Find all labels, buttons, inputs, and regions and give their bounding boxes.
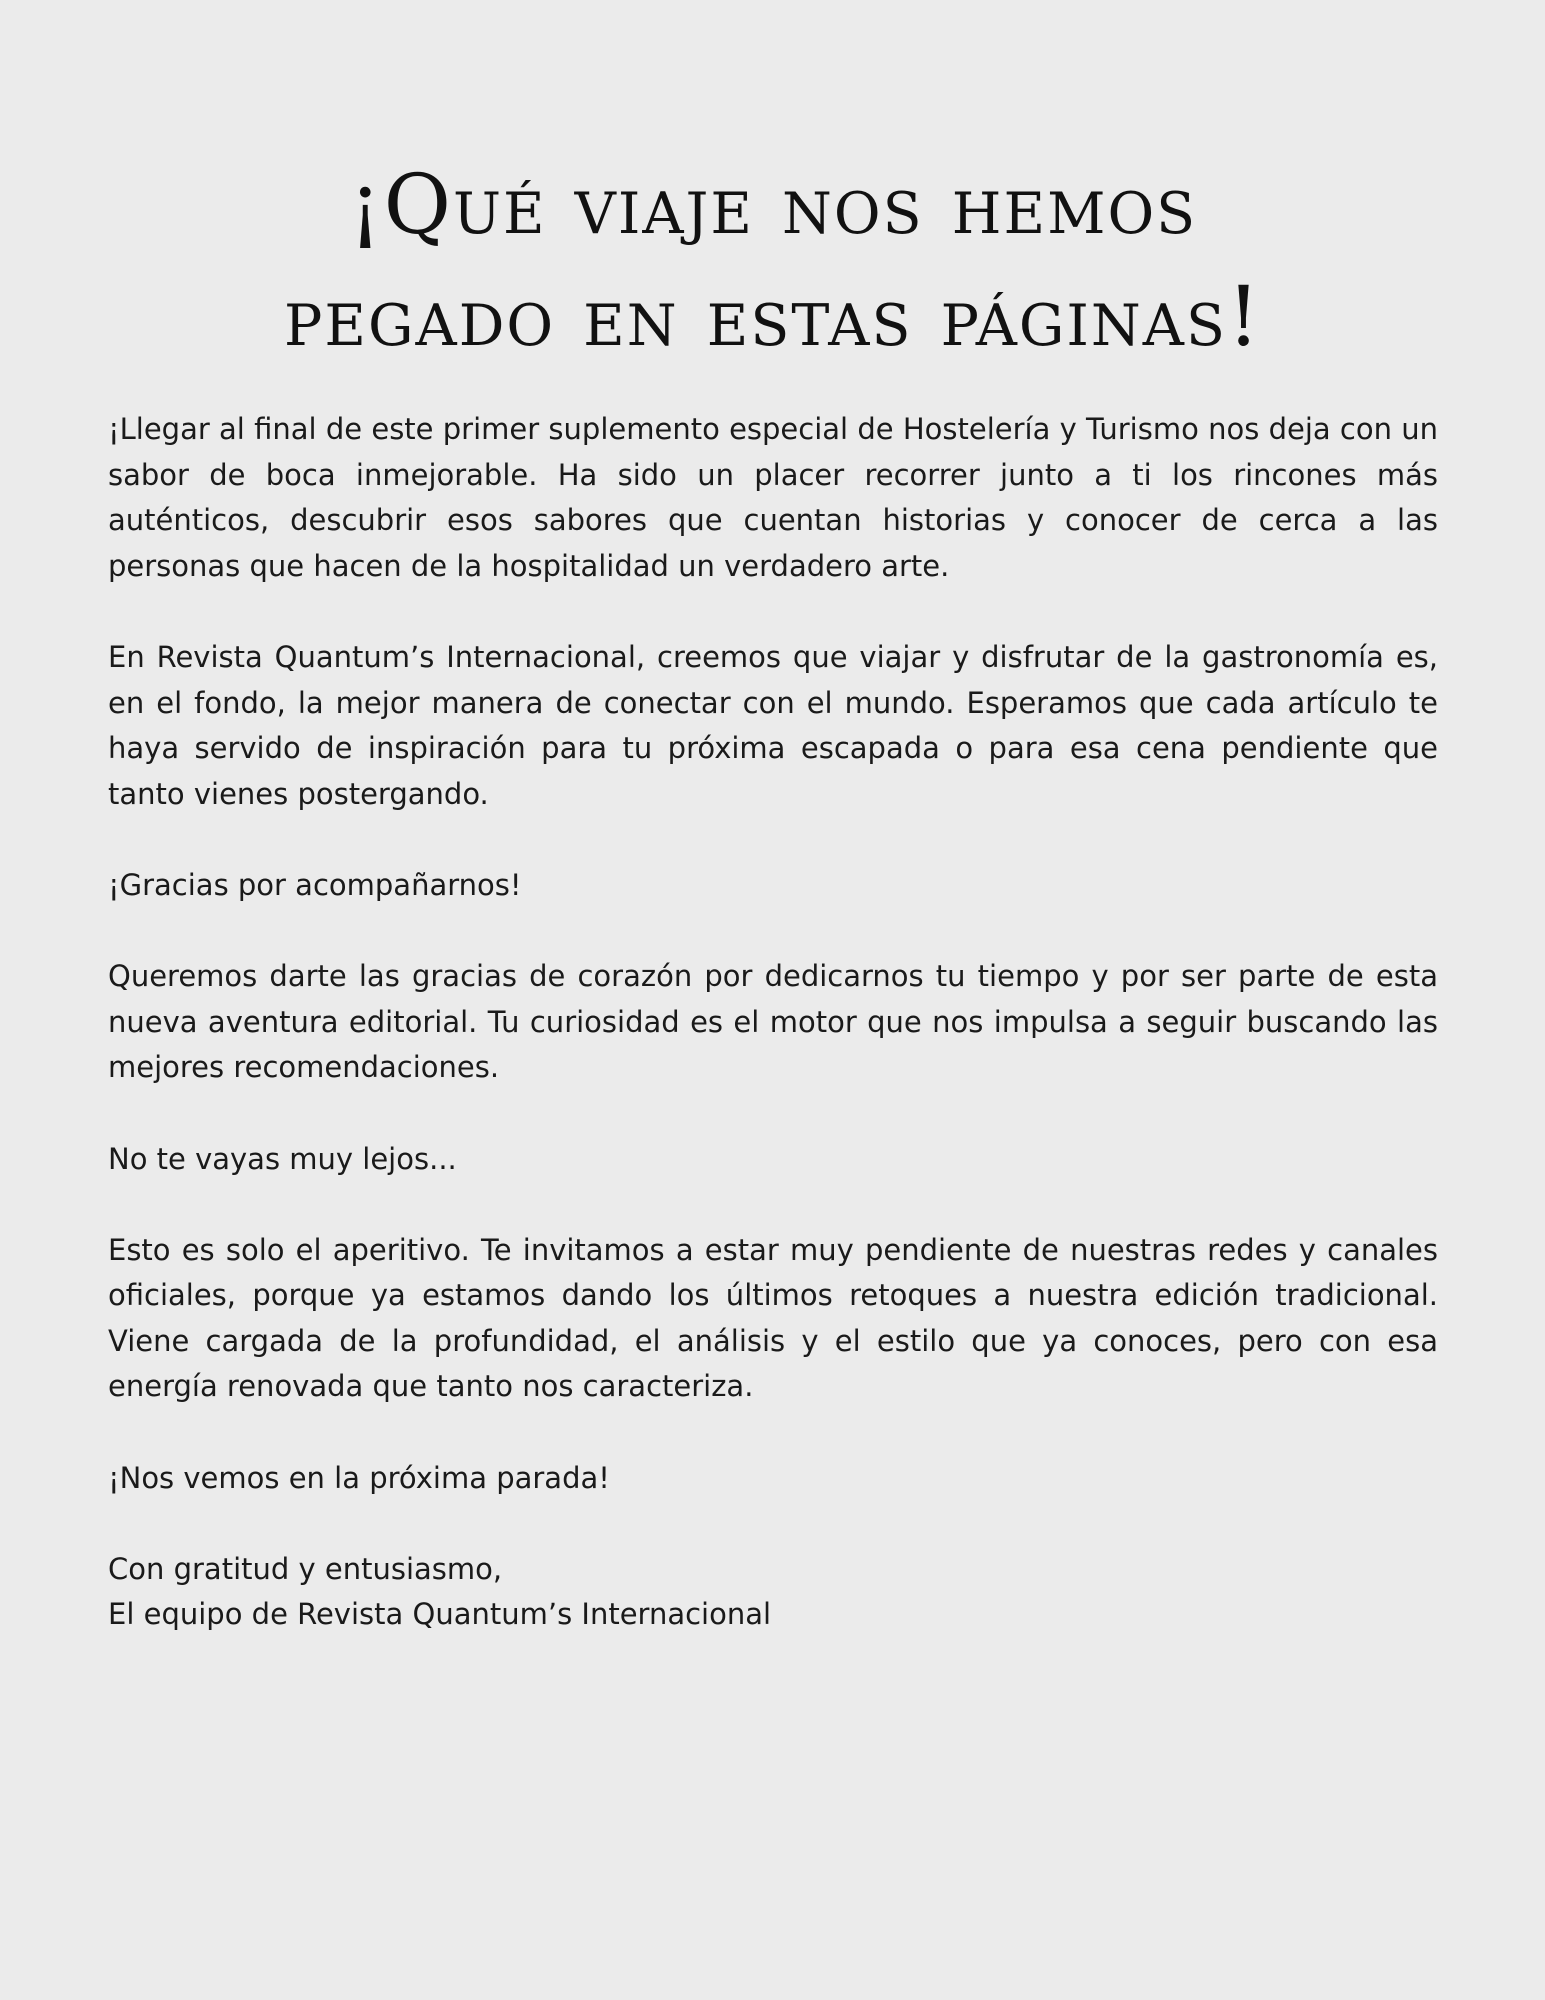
paragraph-farewell: ¡Nos vemos en la próxima parada! xyxy=(108,1460,610,1495)
paragraph-thanks: Queremos darte las gracias de corazón por dedicarnos tu tiempo y por ser parte de esta nueva aventura editorial. Tu curiosidad es el motor que nos impulsa a seguir buscando las mejores recomendaciones. xyxy=(108,959,1438,1085)
paragraph-mission: En Revista Quantum’s Internacional, creemos que viajar y disfrutar de la gastronomía es, en el fondo, la mejor manera de conectar con el mundo. Esperamos que cada artículo te haya servido de inspiración para tu próxima escapada o para esa cena pendiente que tanto vienes postergando. xyxy=(108,639,1438,811)
paragraph-teaser: Esto es solo el aperitivo. Te invitamos a estar muy pendiente de nuestras redes y canales oficiales, porque ya estamos dando los últimos retoques a nuestra edición tradicional. Viene cargada de la profundidad, el análisis y el estilo que ya conoces, pero con esa energía renovada que tanto nos caracteriza. xyxy=(108,1232,1438,1404)
page-title xyxy=(108,150,1438,374)
signoff-line-2: El equipo de Revista Quantum’s Internacional xyxy=(108,1597,772,1632)
signoff-line-1: Con gratitud y entusiasmo, xyxy=(108,1551,503,1586)
signoff xyxy=(108,1547,1438,1638)
title-line-1: ¡Qué viaje nos hemos xyxy=(348,158,1198,253)
paragraph-teaser-heading: No te vayas muy lejos... xyxy=(108,1141,457,1176)
paragraph-thanks-heading: ¡Gracias por acompañarnos! xyxy=(108,867,522,902)
letter-body xyxy=(108,407,1438,1638)
paragraph-intro: ¡Llegar al final de este primer suplemento especial de Hostelería y Turismo nos deja con un sabor de boca inmejorable. Ha sido un placer recorrer junto a ti los rincones más auténticos, descubrir esos sabores que cuentan historias y conocer de cerca a las personas que hacen de la hospitalidad un verdadero arte. xyxy=(108,412,1438,583)
title-line-2: pegado en estas páginas! xyxy=(284,270,1262,365)
